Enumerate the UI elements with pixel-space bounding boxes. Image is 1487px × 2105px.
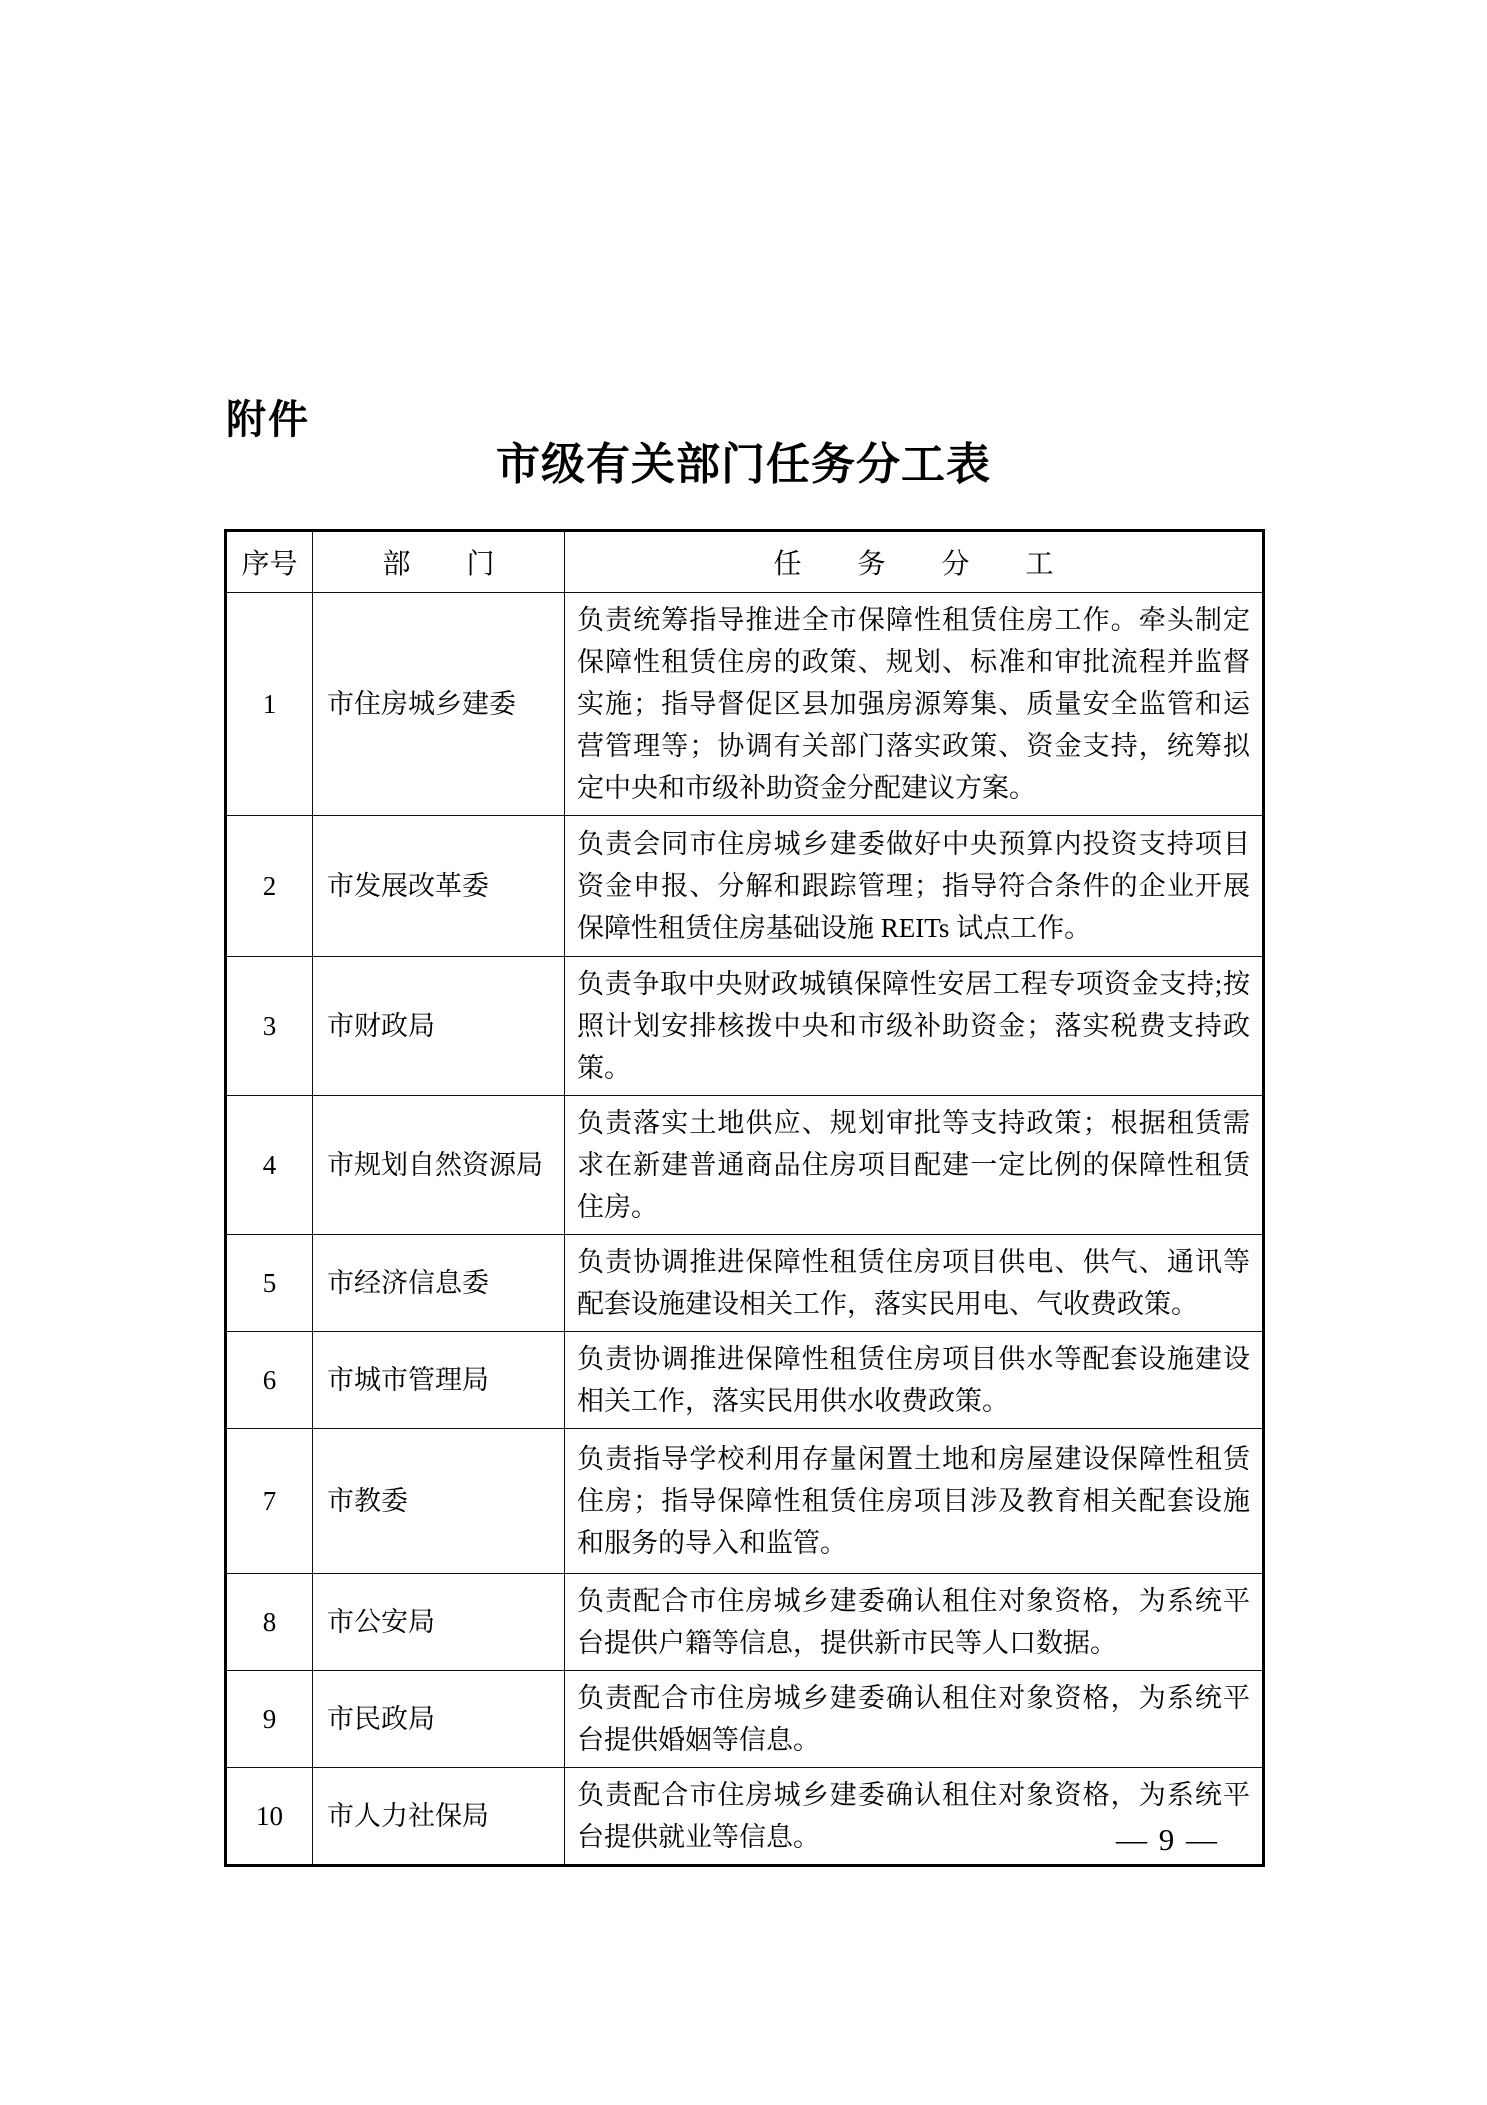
row-number-cell: 10: [226, 1768, 313, 1866]
department-cell: 市民政局: [313, 1671, 565, 1768]
row-number-cell: 6: [226, 1332, 313, 1429]
row-number-cell: 1: [226, 593, 313, 816]
row-number-cell: 5: [226, 1235, 313, 1332]
task-cell: 负责指导学校利用存量闲置土地和房屋建设保障性租赁住房；指导保障性租赁住房项目涉及教育相关配套设施和服务的导入和监管。: [565, 1429, 1264, 1574]
task-division-table: [224, 529, 1265, 1867]
task-cell: 负责配合市住房城乡建委确认租住对象资格，为系统平台提供就业等信息。: [565, 1768, 1264, 1866]
department-cell: 市规划自然资源局: [313, 1096, 565, 1235]
table-row: [226, 1768, 1264, 1866]
column-header-index: 序号: [226, 531, 313, 593]
department-cell: 市财政局: [313, 957, 565, 1096]
department-cell: 市公安局: [313, 1574, 565, 1671]
department-cell: 市人力社保局: [313, 1768, 565, 1866]
row-number-cell: 4: [226, 1096, 313, 1235]
page-number: — 9 —: [1116, 1822, 1219, 1857]
row-number-cell: 8: [226, 1574, 313, 1671]
row-number-cell: 3: [226, 957, 313, 1096]
table-row: [226, 1574, 1264, 1671]
table-row: [226, 957, 1264, 1096]
task-cell: 负责会同市住房城乡建委做好中央预算内投资支持项目资金申报、分解和跟踪管理；指导符合条件的企业开展保障性租赁住房基础设施 REITs 试点工作。: [565, 816, 1264, 957]
task-cell: 负责落实土地供应、规划审批等支持政策；根据租赁需求在新建普通商品住房项目配建一定比例的保障性租赁住房。: [565, 1096, 1264, 1235]
department-cell: 市住房城乡建委: [313, 593, 565, 816]
table-row: [226, 1235, 1264, 1332]
column-header-department: 部 门: [313, 531, 565, 593]
department-cell: 市经济信息委: [313, 1235, 565, 1332]
row-number-cell: 7: [226, 1429, 313, 1574]
department-cell: 市教委: [313, 1429, 565, 1574]
table-header-row: [226, 531, 1264, 593]
column-header-task: 任 务 分 工: [565, 531, 1264, 593]
task-cell: 负责配合市住房城乡建委确认租住对象资格，为系统平台提供户籍等信息，提供新市民等人口数据。: [565, 1574, 1264, 1671]
task-cell: 负责统筹指导推进全市保障性租赁住房工作。牵头制定保障性租赁住房的政策、规划、标准和审批流程并监督实施；指导督促区县加强房源筹集、质量安全监管和运营管理等；协调有关部门落实政策、资金支持，统筹拟定中央和市级补助资金分配建议方案。: [565, 593, 1264, 816]
page-title: 市级有关部门任务分工表: [496, 440, 991, 489]
row-number-cell: 9: [226, 1671, 313, 1768]
table-row: [226, 593, 1264, 816]
attachment-label: 附件: [226, 398, 310, 442]
task-cell: 负责争取中央财政城镇保障性安居工程专项资金支持;按照计划安排核拨中央和市级补助资金；落实税费支持政策。: [565, 957, 1264, 1096]
department-cell: 市发展改革委: [313, 816, 565, 957]
row-number-cell: 2: [226, 816, 313, 957]
table-row: [226, 1429, 1264, 1574]
task-cell: 负责配合市住房城乡建委确认租住对象资格，为系统平台提供婚姻等信息。: [565, 1671, 1264, 1768]
table-row: [226, 1671, 1264, 1768]
table-row: [226, 1096, 1264, 1235]
task-cell: 负责协调推进保障性租赁住房项目供电、供气、通讯等配套设施建设相关工作，落实民用电、气收费政策。: [565, 1235, 1264, 1332]
task-cell: 负责协调推进保障性租赁住房项目供水等配套设施建设相关工作，落实民用供水收费政策。: [565, 1332, 1264, 1429]
department-cell: 市城市管理局: [313, 1332, 565, 1429]
table-row: [226, 1332, 1264, 1429]
table-row: [226, 816, 1264, 957]
